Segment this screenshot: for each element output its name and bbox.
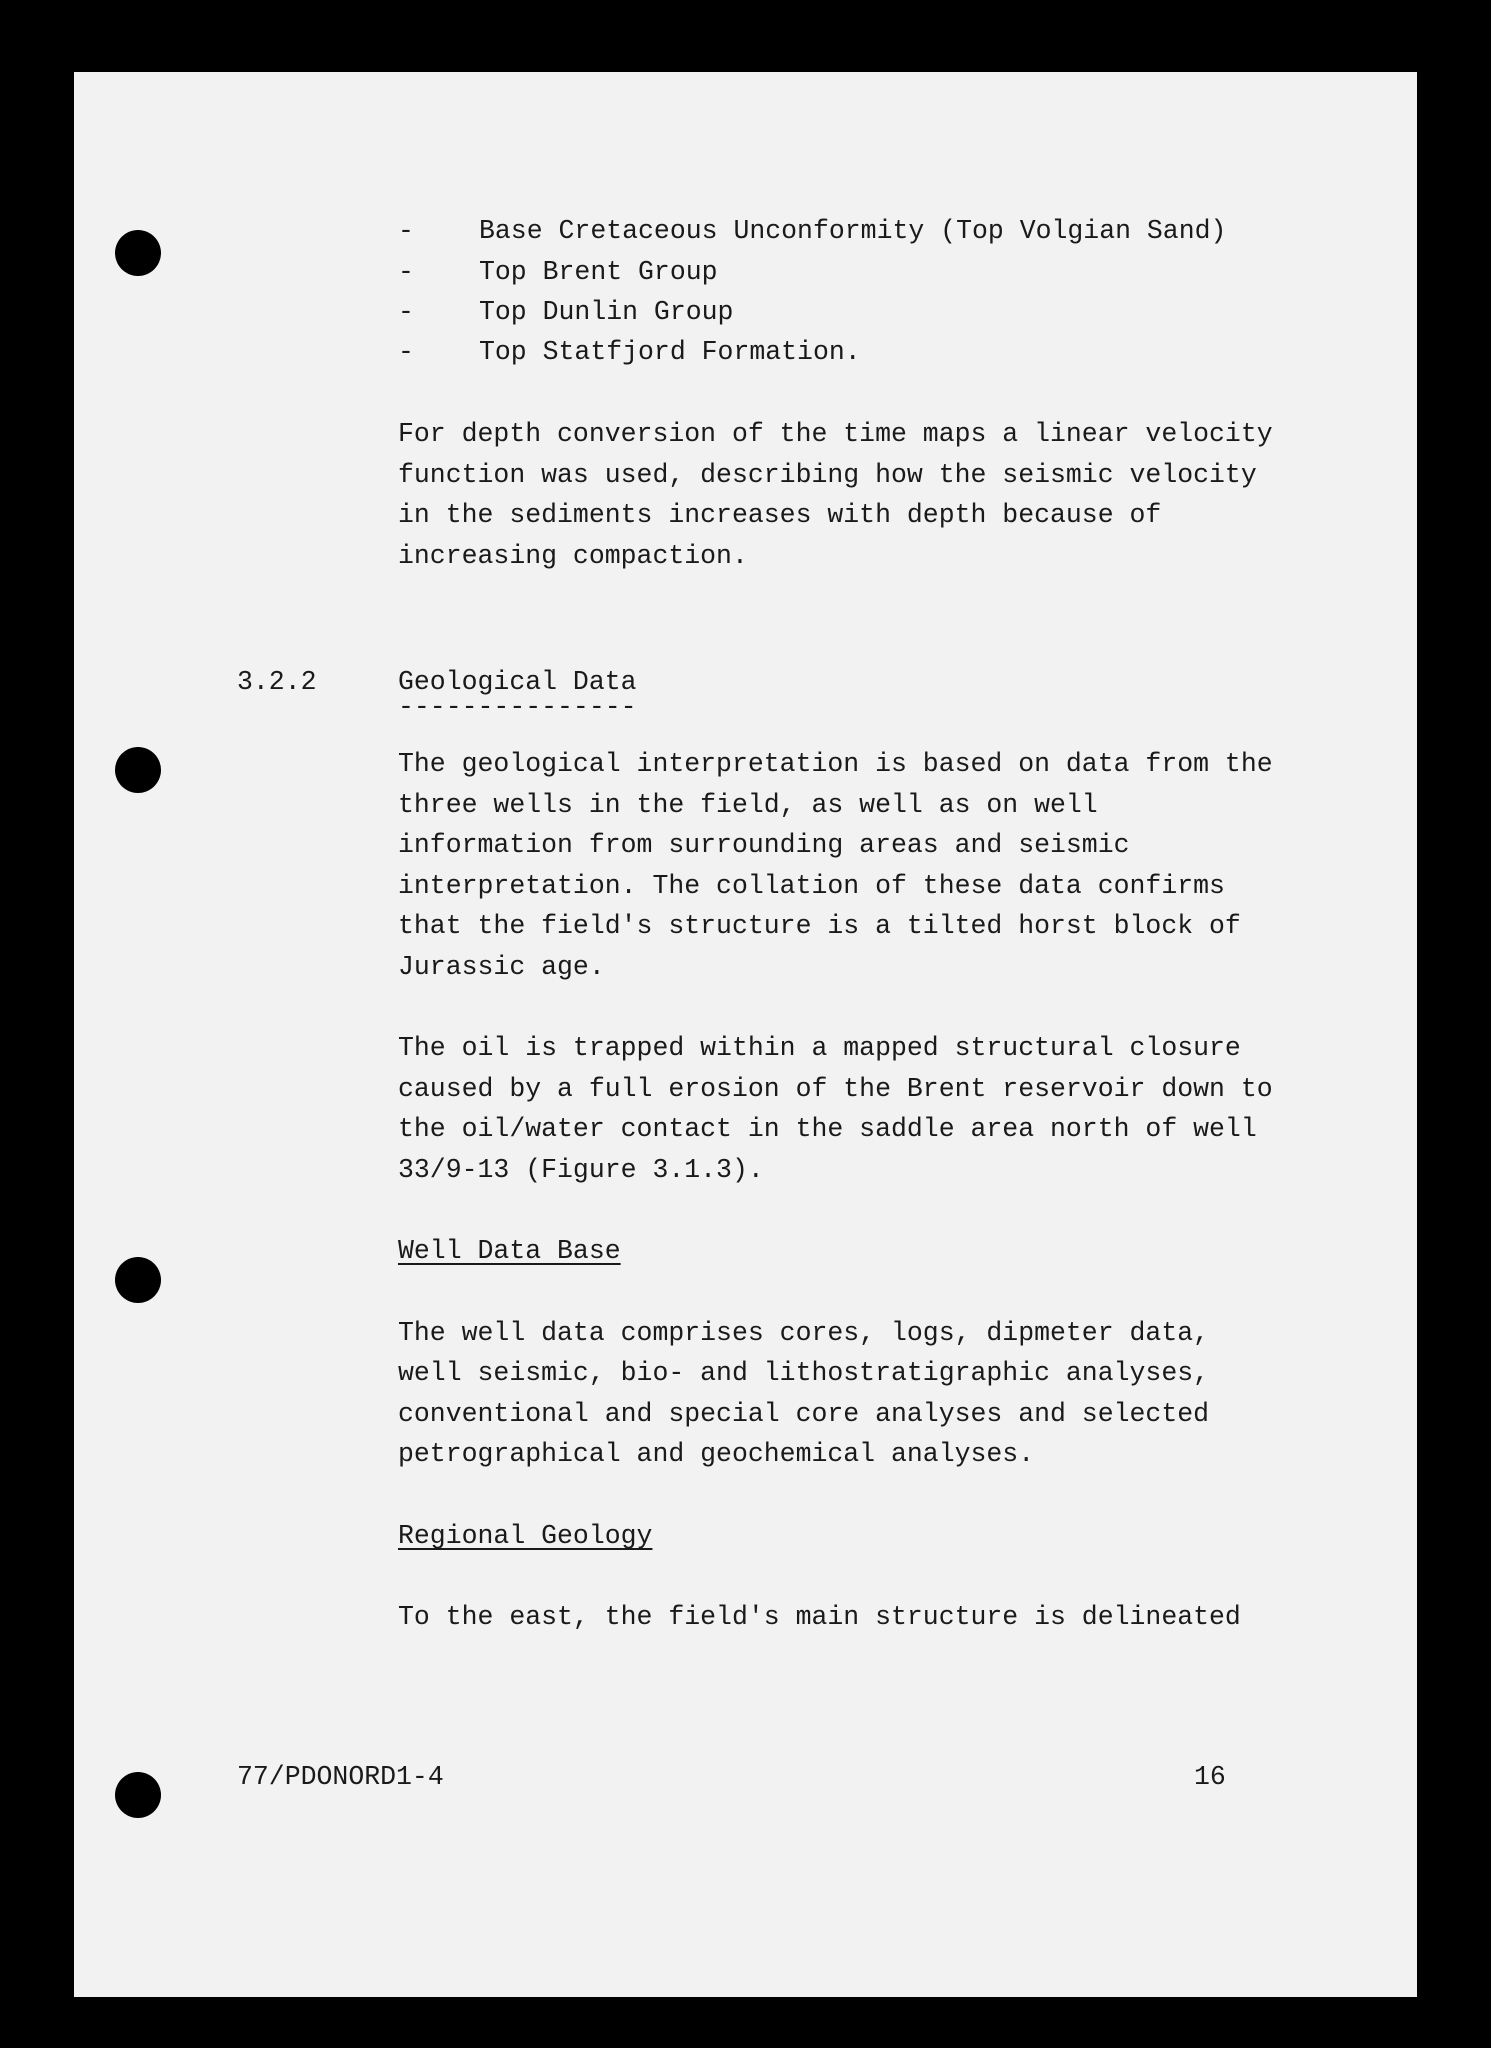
- bullet-marker: -: [398, 257, 414, 287]
- bullet-item: Top Dunlin Group: [479, 297, 734, 327]
- bullet-marker: -: [398, 216, 414, 246]
- text-line: increasing compaction.: [398, 541, 748, 571]
- section-number: 3.2.2: [237, 667, 317, 697]
- text-line: caused by a full erosion of the Brent reservoir down to: [398, 1074, 1273, 1104]
- bullet-item: Base Cretaceous Unconformity (Top Volgian Sand): [479, 216, 1227, 246]
- text-line: petrographical and geochemical analyses.: [398, 1439, 1035, 1469]
- text-line: interpretation. The collation of these data confirms: [398, 871, 1225, 901]
- text-line: To the east, the field's main structure is delineated: [398, 1602, 1241, 1632]
- punch-hole: [115, 230, 161, 276]
- bullet-item: Top Brent Group: [479, 257, 718, 287]
- text-line: three wells in the field, as well as on well: [398, 790, 1098, 820]
- bullet-marker: -: [398, 297, 414, 327]
- text-line: in the sediments increases with depth because of: [398, 500, 1162, 530]
- footer-document-id: 77/PDONORD1-4: [237, 1762, 444, 1792]
- subheading-regional-geology: Regional Geology: [398, 1521, 653, 1551]
- text-line: the oil/water contact in the saddle area north of well: [398, 1114, 1257, 1144]
- bullet-item: Top Statfjord Formation.: [479, 337, 861, 367]
- punch-hole: [115, 747, 161, 793]
- text-line: 33/9-13 (Figure 3.1.3).: [398, 1155, 764, 1185]
- text-line: function was used, describing how the seismic velocity: [398, 460, 1257, 490]
- text-line: that the field's structure is a tilted horst block of: [398, 911, 1241, 941]
- footer-page-number: 16: [1194, 1762, 1226, 1792]
- punch-hole: [115, 1257, 161, 1303]
- text-line: The well data comprises cores, logs, dipmeter data,: [398, 1318, 1210, 1348]
- section-title: Geological Data: [398, 667, 637, 697]
- text-line: conventional and special core analyses and selected: [398, 1399, 1210, 1429]
- section-title-underline: ---------------: [398, 692, 637, 722]
- document-page: [74, 72, 1417, 1997]
- text-line: The geological interpretation is based on data from the: [398, 749, 1273, 779]
- bullet-marker: -: [398, 337, 414, 367]
- subheading-well-data-base: Well Data Base: [398, 1236, 621, 1266]
- punch-hole: [115, 1772, 161, 1818]
- text-line: well seismic, bio- and lithostratigraphic analyses,: [398, 1358, 1210, 1388]
- text-line: Jurassic age.: [398, 952, 605, 982]
- text-line: The oil is trapped within a mapped structural closure: [398, 1033, 1241, 1063]
- text-line: information from surrounding areas and seismic: [398, 830, 1130, 860]
- text-line: For depth conversion of the time maps a linear velocity: [398, 419, 1273, 449]
